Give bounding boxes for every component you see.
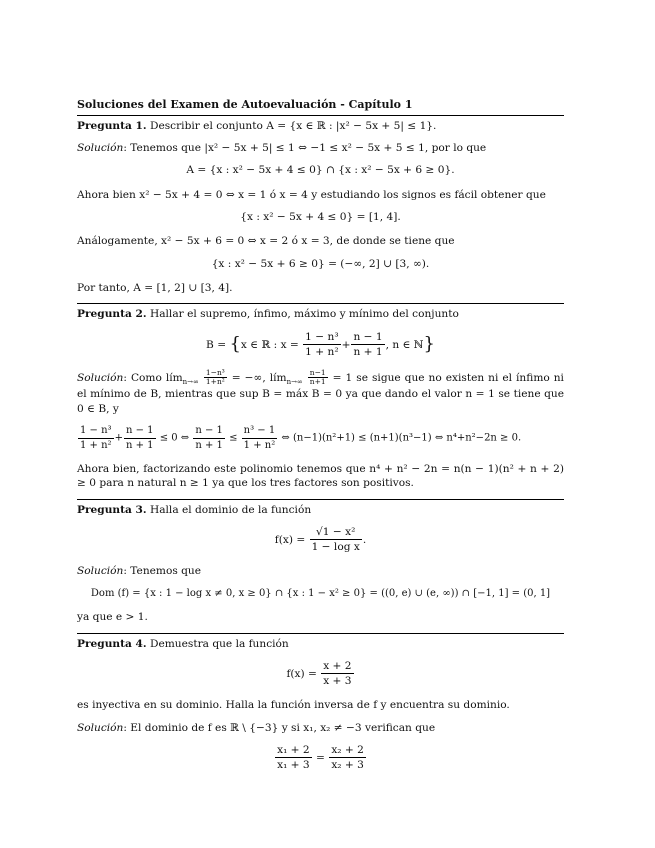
q4-statement [77,637,564,651]
q2-ineq-f2b-den: n + 1 [195,439,223,451]
q2-statement-text: Hallar el supremo, ínfimo, máximo y mínimo del conjunto [149,308,459,321]
q3-f-num: √1 − x² [310,525,362,540]
q4-solution-label: Solución [77,721,124,734]
q1-statement-text: Describir el conjunto A = {x ∈ ℝ : |x² − 5x + 5| ≤ 1}. [149,119,437,132]
q4-eq-left-fraction [275,743,312,773]
q2-ineq-b: ≤ [229,432,238,444]
q2-label: Pregunta 2. [77,308,147,321]
q2-ineq-f1-num: 1 − n³ [78,424,114,439]
question-3 [77,499,564,625]
q2-set-definition: B = {x ∈ ℝ : x = $\frac{\text{1 − n³}}{\text{1 + n²}}$ + $\frac{n - 1}{n + 1}$ , n ∈ ℕ} [206,330,435,358]
q1-solution-intro [77,141,564,155]
q2-sol-a-sub: n→∞ [182,377,199,386]
q4-f-num: x + 2 [321,659,353,674]
q2-f2-den: n + 1 [353,345,383,358]
q3-statement [77,503,564,517]
q2-sf2-num: n−1 [309,368,326,378]
q4-equation [77,743,564,773]
q2-eq-lhs: B = [206,338,227,351]
q1-solution-label: Solución [77,142,124,155]
q4-label: Pregunta 4. [77,637,147,650]
q4-sol-line: : El dominio de f es ℝ \ {−3} y si x₁, x₂ ≠ −3 verifican que [123,721,436,734]
q2-ineq-f2-den: n + 1 [125,439,154,451]
q2-ineq-f1-den: 1 + n² [80,439,112,451]
q3-f-end: . [362,533,367,546]
q2-solution [77,369,564,416]
q1-line3: Análogamente, x² − 5x + 6 = 0 ⇔ x = 2 ó x = 3, de donde se tiene que [77,235,455,248]
q2-inequality: $\frac{\text{1 − n³}}{\text{1 + n²}}$ + $\frac{n - 1}{n + 1}$ ≤ 0 ⇔ $\frac{n - 1}{n + 1}$ ≤ $\frac{\text{n³ − 1}}{\text{1 + n²}}$ ⇔ (n−1)(n²+1) ≤ (n+1)(n³−1) ⇔ n⁴+n²−2n ≥ 0. [80,425,522,451]
q4-f-lhs: f(x) = [286,667,317,680]
q2-fraction-2 [351,330,384,360]
q3-sol-line: : Tenemos que [123,565,202,578]
q2-ineq-c: ⇔ (n−1)(n²+1) ≤ (n+1)(n³−1) ⇔ n⁴+n²−2n ≥ 0. [281,432,522,444]
q4-eq-right-fraction [329,743,366,773]
q2-ineq-a: ≤ 0 ⇔ [159,432,190,444]
q2-sol-fraction-2 [308,369,328,387]
q3-f-den: 1 − log x [311,541,360,554]
q2-sf2-den: n+1 [309,377,326,387]
question-2 [77,303,564,490]
q2-conclusion: Ahora bien, factorizando este polinomio tenemos que n⁴ + n² − 2n = n(n − 1)(n² + n + 2) ≥ 0 para n natural n ≥ 1 ya que los tres factores son positivos. [77,463,564,490]
q3-solution [77,564,564,578]
q2-solution-label: Solución [77,371,124,384]
q1-statement [77,119,564,133]
q3-end-line: ya que e > 1. [77,611,148,624]
q1-line1: : Tenemos que |x² − 5x + 5| ≤ 1 ⇔ −1 ≤ x² − 5x + 5 ≤ 1, por lo que [123,142,487,155]
q1-eq1: A = {x : x² − 5x + 4 ≤ 0} ∩ {x : x² − 5x + 6 ≥ 0}. [186,164,455,177]
q2-eq-set-start: x ∈ ℝ : x = [240,338,299,351]
question-1 [77,119,564,295]
q1-line4: Por tanto, A = [1, 2] ∪ [3, 4]. [77,281,233,294]
q4-line2: es inyectiva en su dominio. Halla la función inversa de f y encuentra su dominio. [77,699,510,712]
q2-ineq-fraction-4 [242,424,278,452]
q2-fraction-1 [303,330,340,360]
right-brace: } [423,333,435,355]
q4-fraction [321,659,353,689]
q2-sol-b-sub: n→∞ [286,377,303,386]
q2-f1-num: 1 − n³ [303,330,340,345]
q4-eq-r-num: x₂ + 2 [329,743,366,758]
left-brace: { [229,333,241,355]
q2-f1-den: 1 + n² [305,345,339,358]
q3-domain-equation: Dom (f) = {x : 1 − log x ≠ 0, x ≥ 0} ∩ {x : 1 − x² ≥ 0} = ((0, e) ∪ (e, ∞)) ∩ [−1, 1] = (0, 1] [90,587,551,599]
q2-sol-c: = 1 se sigue que no existen ni el ínfimo ni el mínimo de B, mientras que sup B = máx B = 0 ya que dando el valor n = 1 se tiene que 0 ∈ B, y [77,371,564,415]
q2-ineq-f2b-num: n − 1 [193,424,225,439]
q1-eq2: {x : x² − 5x + 4 ≤ 0} = [1, 4]. [240,211,401,224]
document-page [77,98,564,783]
q3-statement-text: Halla el dominio de la función [149,503,312,516]
q2-eq-set-end: , n ∈ ℕ [385,338,424,351]
q3-f-lhs: f(x) = [274,533,306,546]
q4-eq-l-den: x₁ + 3 [277,759,310,772]
q4-function [77,659,564,689]
q3-function [77,525,564,555]
q2-ineq-f3-den: 1 + n² [243,439,276,451]
q2-sol-b: = −∞, lím [231,371,287,384]
q2-sol-a: : Como lím [123,371,183,384]
q2-sf1-den: 1+n² [205,377,225,387]
q4-solution [77,721,564,735]
q2-ineq-f2-num: n − 1 [124,424,156,439]
q2-ineq-fraction-2 [124,424,156,452]
q1-label: Pregunta 1. [77,119,147,132]
q4-eq-mid: = [316,751,325,764]
q3-label: Pregunta 3. [77,503,147,516]
q2-sol-fraction-1 [204,369,227,387]
q3-fraction [310,525,362,555]
question-4 [77,633,564,773]
q3-solution-label: Solución [77,565,124,578]
page-title: Soluciones del Examen de Autoevaluación - Capítulo 1 [77,98,564,116]
q1-line2: Ahora bien x² − 5x + 4 = 0 ⇔ x = 1 ó x = 4 y estudiando los signos es fácil obtener que [77,188,546,201]
q4-statement-text: Demuestra que la función [149,637,289,650]
q2-statement [77,307,564,321]
q4-eq-r-den: x₂ + 3 [331,759,364,772]
q2-sf1-num: 1−n³ [205,368,225,378]
q2-ineq-f3-num: n³ − 1 [242,424,278,439]
q2-ineq-fraction-1 [78,424,114,452]
q2-ineq-fraction-3 [193,424,225,452]
q4-eq-l-num: x₁ + 2 [275,743,312,758]
q4-f-den: x + 3 [323,675,352,688]
q1-eq3: {x : x² − 5x + 6 ≥ 0} = (−∞, 2] ∪ [3, ∞). [211,257,430,270]
q2-f2-num: n − 1 [351,330,384,345]
